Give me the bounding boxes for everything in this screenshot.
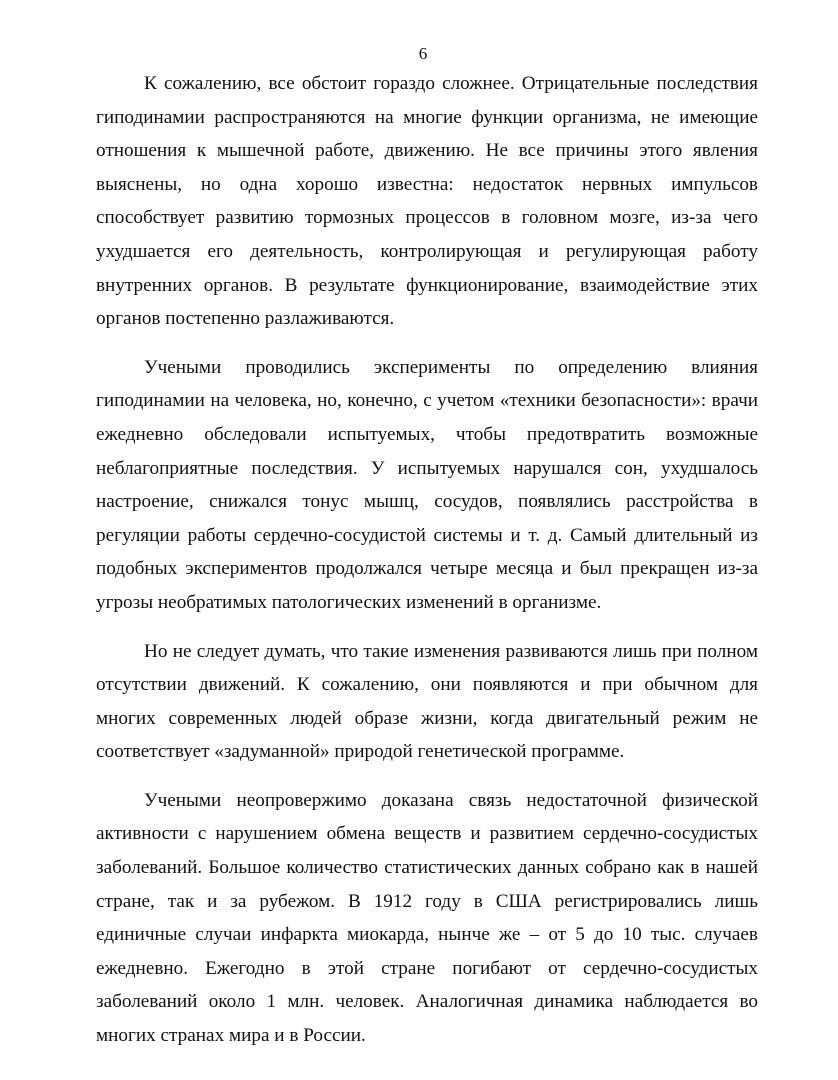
paragraph-experiments: Учеными проводились эксперименты по определению влияния гиподинамии на человека, но, конечно, с учетом «техники безопасности»: врачи ежедневно обследовали испытуемых, чтобы предотвратить возможные неблагоприятные последствия. У испытуемых нарушался сон, ухудшалось настроение, снижался тонус мышц, сосудов, появлялись расстройства в регуляции работы сердечно-сосудистой системы и т. д. Самый длительный из подобных экспериментов продолжался четыре месяца и был прекращен из-за угрозы необратимых патологических изменений в организме.: [96, 356, 758, 613]
paragraph-lifestyle: Но не следует думать, что такие изменения развиваются лишь при полном отсутствии движений. К сожалению, они появляются и при обычном для многих современных людей образе жизни, когда двигательный режим не соответствует «задуманной» природой генетической программе.: [96, 640, 758, 763]
paragraph-consequences: К сожалению, все обстоит гораздо сложнее. Отрицательные последствия гиподинамии распространяются на многие функции организма, не имеющие отношения к мышечной работе, движению. Не все причины этого явления выяснены, но одна хорошо известна: недостаток нервных импульсов способствует развитию тормозных процессов в головном мозге, из-за чего ухудшается его деятельность, контролирующая и регулирующая работу внутренних органов. В результате функционирование, взаимодействие этих органов постепенно разлаживаются.: [96, 73, 758, 330]
page-number: 6: [418, 44, 428, 63]
body-text: [96, 67, 758, 1053]
paragraph-statistics: Учеными неопровержимо доказана связь недостаточной физической активности с нарушением обмена веществ и развитием сердечно-сосудистых заболеваний. Большое количество статистических данных собрано как в нашей стране, так и за рубежом. В 1912 году в США регистрировались лишь единичные случаи инфаркта миокарда, нынче же – от 5 до 10 тыс. случаев ежедневно. Ежегодно в этой стране погибают от сердечно-сосудистых заболеваний около 1 млн. человек. Аналогичная динамика наблюдается во многих странах мира и в России.: [96, 789, 758, 1047]
